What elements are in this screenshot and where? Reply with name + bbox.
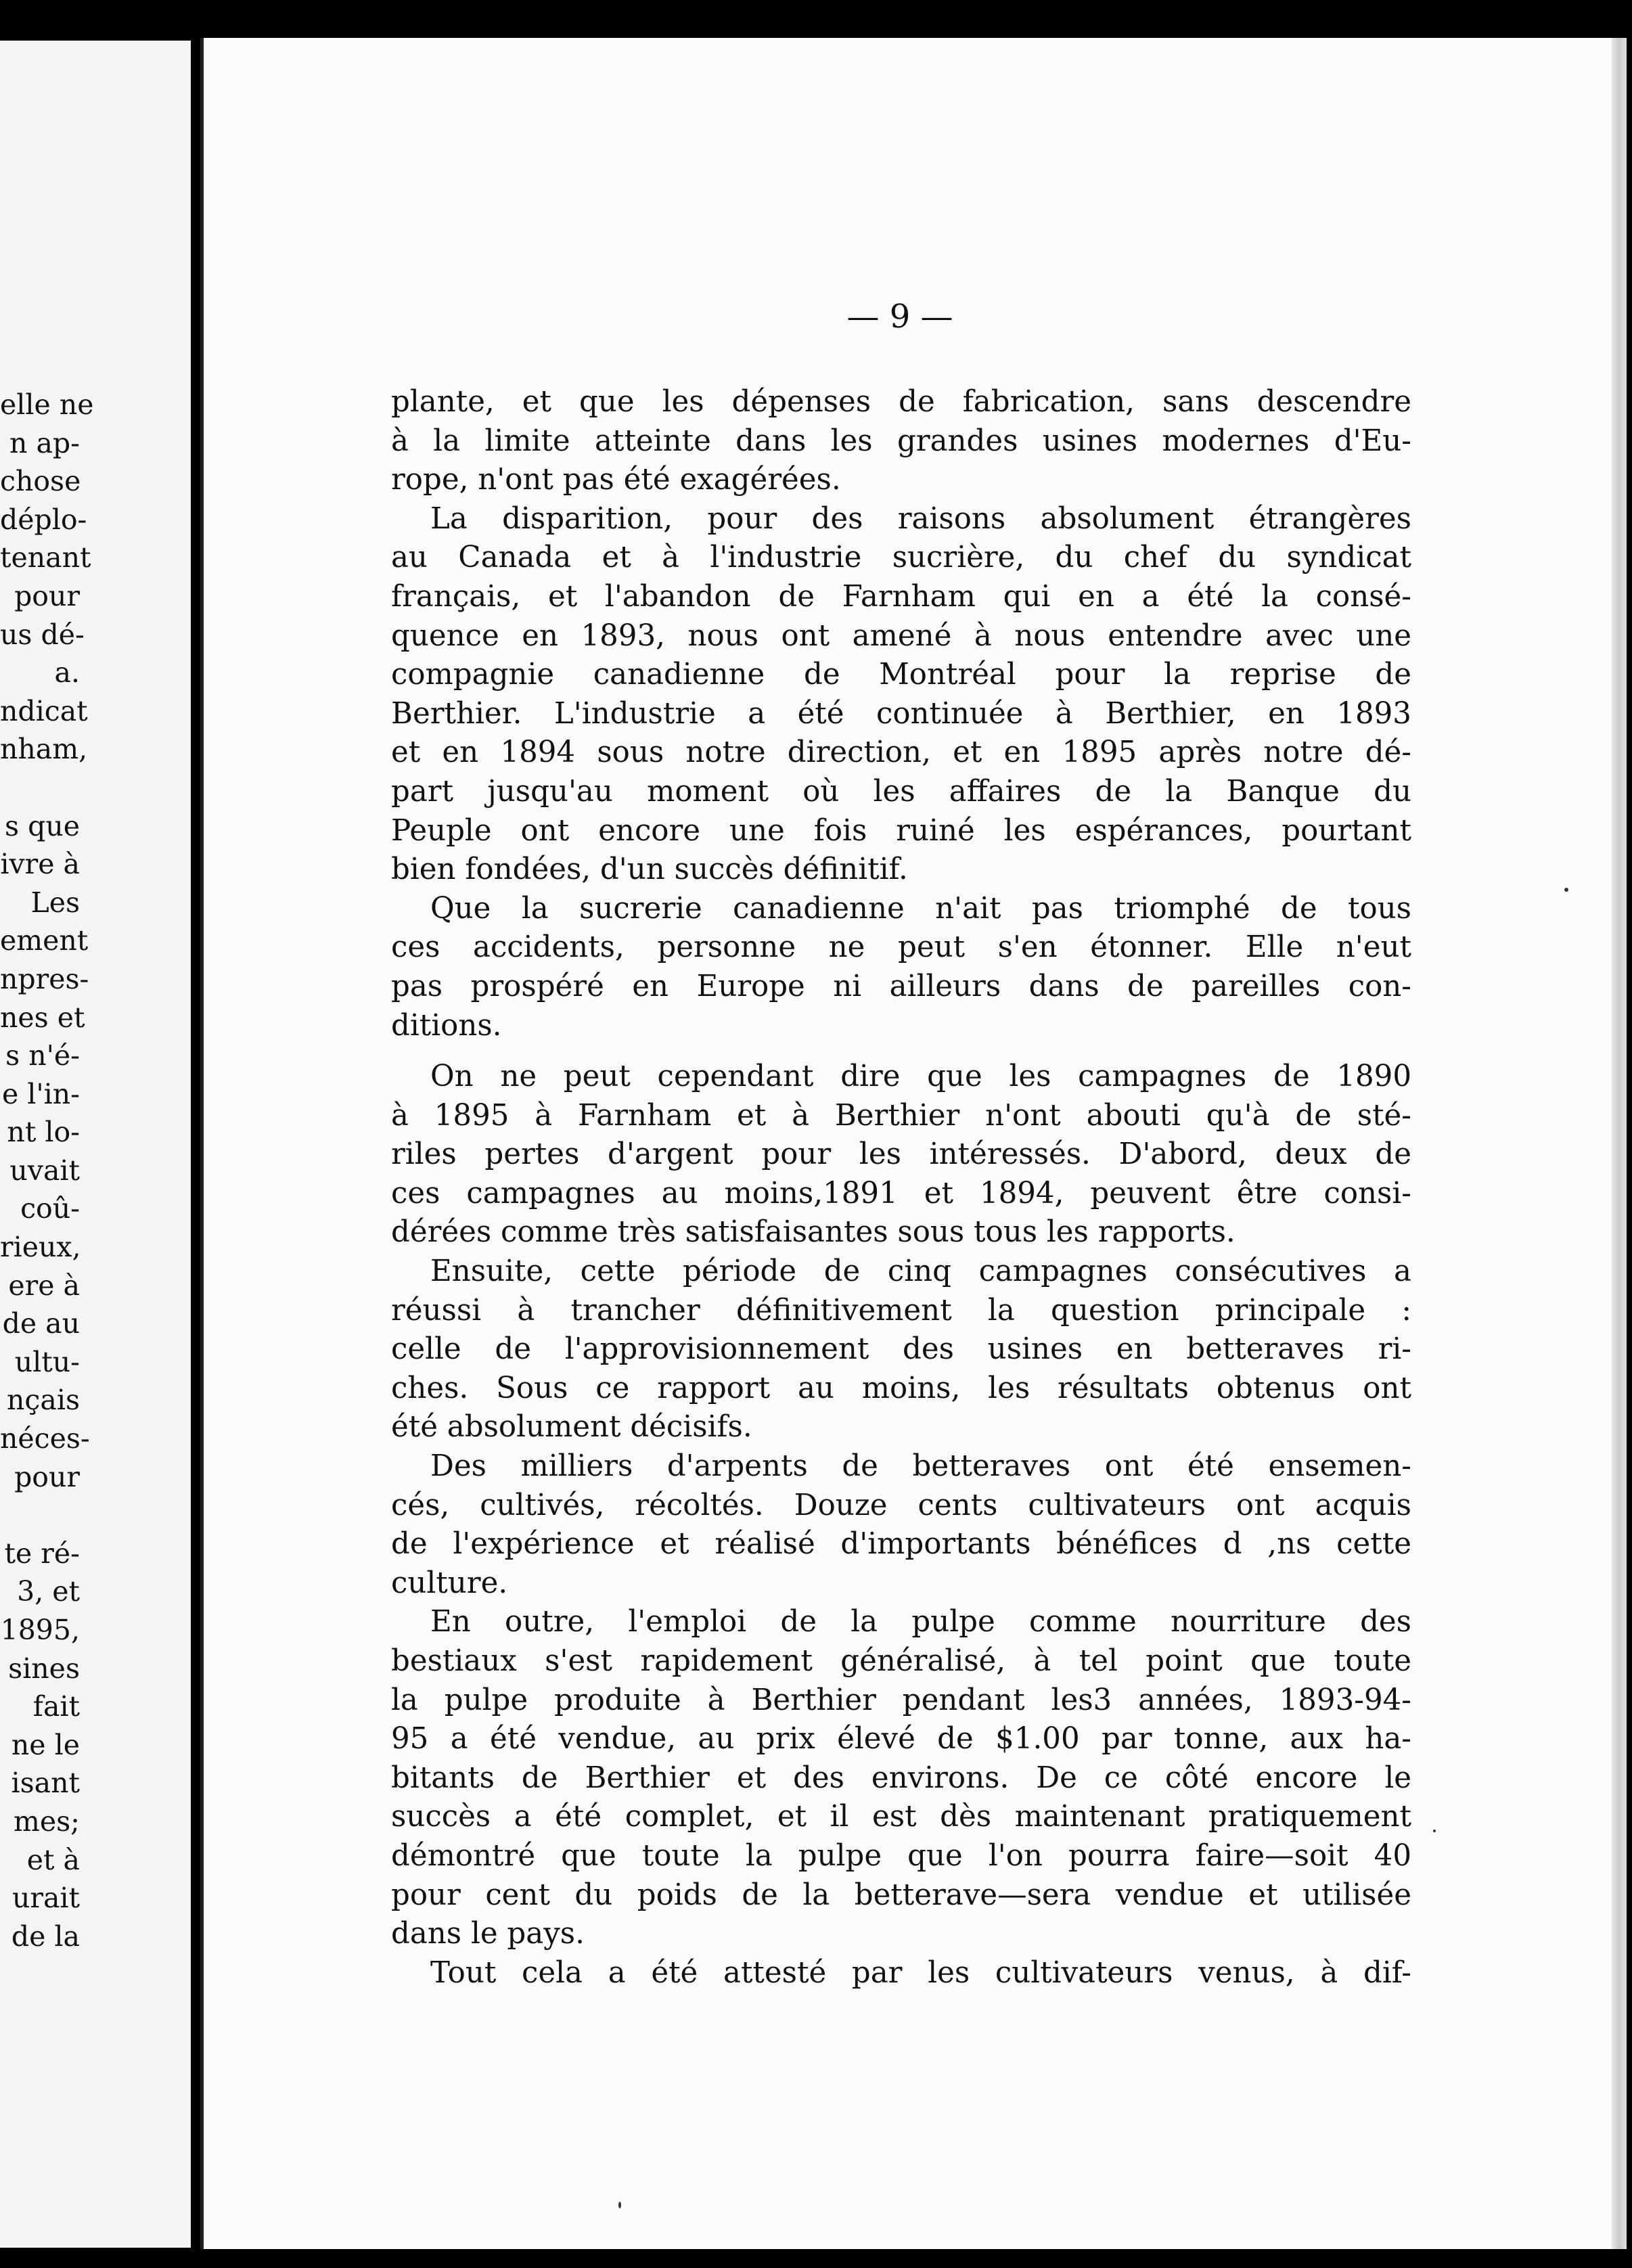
left-page-fragment: ndicat — [0, 694, 88, 727]
text-line: ditions. — [391, 1008, 502, 1043]
left-page-fragment: néces- — [0, 1422, 90, 1455]
text-line: dérées comme très satisfaisantes sous tous les rapports. — [391, 1215, 1236, 1250]
left-page-fragment: de la — [11, 1920, 80, 1953]
left-page-fragment: a. — [54, 656, 80, 689]
page-edge — [1612, 38, 1627, 2249]
text-line: bestiaux s'est rapidement généralisé, à tel point que toute — [391, 1644, 1411, 1678]
text-line: compagnie canadienne de Montréal pour la reprise de — [391, 658, 1411, 692]
text-line: rope, n'ont pas été exagérées. — [391, 463, 841, 497]
text-line: Tout cela a été attesté par les cultivateurs venus, à dif- — [430, 1955, 1411, 1990]
left-page-fragment: ultu- — [14, 1345, 80, 1378]
text-line: culture. — [391, 1566, 508, 1600]
left-page-fragment: 1895, — [0, 1614, 80, 1646]
paragraph — [391, 890, 1411, 1045]
text-line: part jusqu'au moment où les affaires de la Banque du — [391, 774, 1411, 809]
left-page-fragment: npres- — [0, 962, 89, 995]
text-line: succès a été complet, et il est dès maintenant pratiquement — [391, 1800, 1411, 1834]
speck — [1564, 888, 1568, 892]
text-line: Que la sucrerie canadienne n'ait pas triomphé de tous — [430, 891, 1411, 926]
text-line: ces accidents, personne ne peut s'en étonner. Elle n'eut — [391, 930, 1411, 965]
left-page-fragment: tenant — [0, 541, 91, 574]
text-line: pas prospéré en Europe ni ailleurs dans de pareilles con- — [391, 969, 1411, 1003]
speck — [618, 2202, 621, 2208]
text-line: dans le pays. — [391, 1917, 585, 1951]
left-page-fragment: coû- — [20, 1192, 80, 1225]
text-line: On ne peut cependant dire que les campagnes de 1890 — [430, 1060, 1411, 1094]
paragraph — [391, 1447, 1411, 1603]
left-page-fragment: ivre à — [0, 848, 80, 881]
left-page-fragment: ne le — [11, 1728, 80, 1761]
text-line: au Canada et à l'industrie sucrière, du chef du syndicat — [391, 541, 1411, 575]
paragraph — [391, 1058, 1411, 1252]
text-line: ces campagnes au moins,1891 et 1894, peuvent être consi- — [391, 1176, 1411, 1210]
text-line: quence en 1893, nous ont amené à nous entendre avec une — [391, 618, 1411, 653]
speck — [1433, 1830, 1436, 1832]
left-page-fragment: chose — [0, 465, 81, 498]
left-page-fragment: pour — [14, 1460, 80, 1493]
text-line: ches. Sous ce rapport au moins, les résultats obtenus ont — [391, 1371, 1411, 1405]
text-line: cés, cultivés, récoltés. Douze cents cultivateurs ont acquis — [391, 1488, 1411, 1522]
left-page-fragment: uvait — [9, 1154, 80, 1187]
text-line: et en 1894 sous notre direction, et en 1895 après notre dé- — [391, 735, 1411, 770]
book-gutter — [191, 41, 200, 2248]
paragraph — [391, 1603, 1411, 1953]
left-page-fragment: e l'in- — [1, 1077, 80, 1110]
text-line: bitants de Berthier et des environs. De ce côté encore le — [391, 1761, 1411, 1795]
left-page-fragment: isant — [11, 1767, 80, 1800]
left-page-fragment: nçais — [7, 1384, 80, 1417]
text-line: réussi à trancher définitivement la question principale : — [391, 1293, 1411, 1328]
left-page-fragment: elle ne — [0, 388, 94, 421]
left-page-fragment: rieux, — [0, 1231, 81, 1264]
text-line: plante, et que les dépenses de fabrication, sans descendre — [391, 385, 1411, 419]
paragraph — [391, 500, 1411, 890]
text-line: En outre, l'emploi de la pulpe comme nourriture des — [430, 1605, 1411, 1639]
left-page-fragments — [0, 386, 94, 1955]
text-line: riles pertes d'argent pour les intéressés. D'abord, deux de — [391, 1137, 1411, 1172]
paragraph — [391, 1954, 1411, 1993]
text-line: Peuple ont encore une fois ruiné les espérances, pourtant — [391, 813, 1411, 848]
left-page-fragment: de au — [2, 1307, 80, 1340]
left-page-fragment: s que — [5, 809, 80, 842]
body-text — [391, 383, 1411, 1993]
left-page-fragment: ement — [0, 924, 89, 957]
left-page-fragment: fait — [32, 1690, 80, 1723]
text-line: bien fondées, d'un succès définitif. — [391, 853, 908, 887]
text-line: pour cent du poids de la betterave—sera vendue et utilisée — [391, 1878, 1411, 1912]
text-line: Ensuite, cette période de cinq campagnes consécutives a — [430, 1254, 1411, 1289]
text-line: la pulpe produite à Berthier pendant les3 années, 1893-94- — [391, 1683, 1411, 1717]
left-page-fragment: mes; — [14, 1805, 80, 1838]
left-page-fragment: nt lo- — [7, 1116, 80, 1149]
left-page — [0, 41, 191, 2248]
text-line: celle de l'approvisionnement des usines en betteraves ri- — [391, 1332, 1411, 1367]
paragraph — [391, 1252, 1411, 1447]
text-line: été absolument décisifs. — [391, 1410, 752, 1445]
left-page-fragment — [0, 769, 80, 807]
left-page-fragment: ere à — [8, 1269, 80, 1302]
left-page-fragment: et à — [26, 1843, 80, 1876]
paragraph — [391, 383, 1411, 500]
text-line: Berthier. L'industrie a été continuée à Berthier, en 1893 — [391, 696, 1411, 731]
left-page-fragment: te ré- — [4, 1537, 80, 1570]
left-page-fragment: n ap- — [9, 426, 80, 459]
left-page-fragment: nham, — [0, 733, 88, 766]
text-line: démontré que toute la pulpe que l'on pourra faire—soit 40 — [391, 1838, 1411, 1873]
left-page-fragment: urait — [12, 1882, 80, 1915]
left-page-fragment: s n'é- — [5, 1039, 80, 1072]
left-page-fragment: 3, et — [17, 1575, 80, 1608]
left-page-fragment: nes et — [0, 1001, 85, 1034]
text-line: à 1895 à Farnham et à Berthier n'ont abouti qu'à de sté- — [391, 1098, 1411, 1133]
text-line: de l'expérience et réalisé d'importants bénéfices d ,ns cette — [391, 1527, 1411, 1562]
text-line: 95 a été vendue, au prix élevé de $1.00 par tonne, aux ha- — [391, 1722, 1411, 1756]
left-page-fragment: déplo- — [0, 503, 87, 536]
text-line: français, et l'abandon de Farnham qui en a été la consé- — [391, 579, 1411, 614]
left-page-fragment: us dé- — [0, 618, 85, 651]
left-page-fragment: Les — [30, 886, 80, 919]
left-page-fragment: sines — [8, 1652, 80, 1685]
text-line: à la limite atteinte dans les grandes usines modernes d'Eu- — [391, 424, 1411, 458]
left-page-fragment — [0, 1496, 80, 1535]
left-page-fragment: pour — [14, 579, 80, 612]
text-line: La disparition, pour des raisons absolument étrangères — [430, 501, 1411, 536]
page-border-left — [200, 38, 204, 2249]
text-line: Des milliers d'arpents de betteraves ont été ensemen- — [430, 1449, 1411, 1484]
page-number: — 9 — — [846, 298, 953, 336]
